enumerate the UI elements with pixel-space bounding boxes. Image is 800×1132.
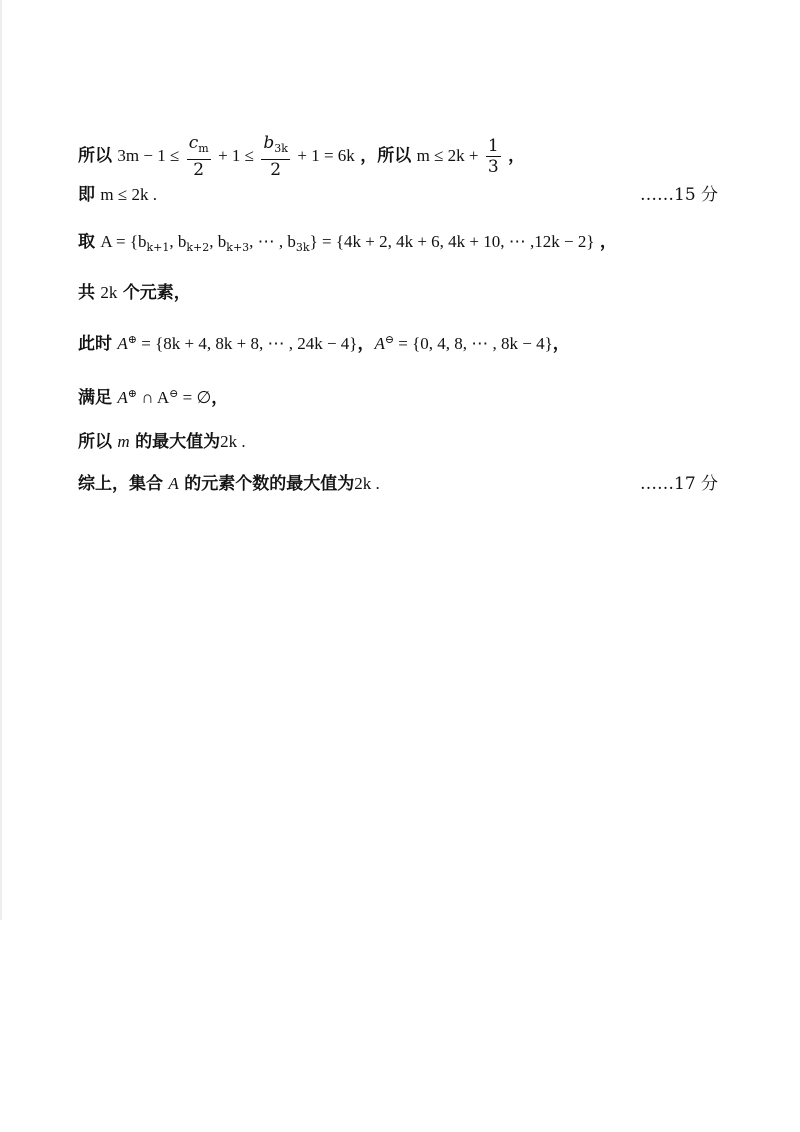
math: 2k bbox=[100, 283, 118, 302]
subscript: k+3 bbox=[226, 241, 250, 254]
subscript: k+2 bbox=[186, 241, 210, 254]
text: 满足 bbox=[78, 388, 112, 408]
solution-line-2 bbox=[78, 184, 157, 206]
text: 综上，集合 bbox=[78, 474, 163, 494]
text: 的元素个数的最大值为 bbox=[184, 474, 355, 494]
fraction-one-third bbox=[486, 136, 501, 177]
text: 即 bbox=[78, 185, 95, 205]
solution-line-6 bbox=[78, 383, 228, 409]
subscript: 3k bbox=[295, 241, 310, 254]
math: c bbox=[188, 133, 199, 153]
math: = ∅ bbox=[178, 388, 212, 407]
solution-line-5 bbox=[78, 329, 570, 355]
math: ∩ A bbox=[137, 388, 170, 407]
denominator: 2 bbox=[193, 160, 205, 180]
math: = {8k + 4, 8k + 8, ⋯ , 24k − 4} bbox=[137, 334, 358, 353]
math: A = {b bbox=[100, 232, 147, 251]
text: ， bbox=[211, 388, 229, 408]
fraction-cm-over-2 bbox=[187, 133, 211, 180]
math: 2k . bbox=[220, 432, 246, 451]
text: 个元素， bbox=[122, 283, 191, 303]
math: 3m − 1 ≤ bbox=[117, 146, 180, 165]
text: 此时 bbox=[78, 334, 112, 354]
fraction-b3k-over-2 bbox=[261, 133, 290, 180]
math: b bbox=[263, 133, 275, 153]
math: A bbox=[117, 388, 128, 407]
denominator: 3 bbox=[487, 157, 499, 177]
numerator: 1 bbox=[487, 136, 499, 156]
text: ，所以 bbox=[360, 146, 412, 166]
page-edge bbox=[0, 0, 2, 920]
solution-line-7 bbox=[78, 431, 246, 453]
text: 共 bbox=[78, 283, 95, 303]
math: 2k . bbox=[354, 474, 380, 493]
math: , b bbox=[169, 232, 187, 251]
denominator: 2 bbox=[270, 160, 282, 180]
text: ， bbox=[552, 334, 570, 354]
text: 取 bbox=[78, 232, 95, 252]
math: } = {4k + 2, 4k + 6, 4k + 10, ⋯ ,12k − 2} bbox=[309, 232, 595, 251]
subscript: k+1 bbox=[146, 241, 170, 254]
math: + 1 ≤ bbox=[218, 146, 254, 165]
text: ， bbox=[357, 334, 375, 354]
score-15: ……15 分 bbox=[640, 185, 719, 205]
solution-line-3 bbox=[78, 231, 617, 259]
superscript: ⊕ bbox=[127, 333, 138, 346]
solution-line-1 bbox=[78, 133, 525, 180]
math: m ≤ 2k . bbox=[100, 185, 157, 204]
math: A bbox=[117, 334, 128, 353]
text: ， bbox=[508, 146, 526, 166]
text: ， bbox=[599, 232, 617, 252]
math: + 1 = 6k bbox=[297, 146, 355, 165]
solution-line-8 bbox=[78, 473, 380, 495]
math: , b bbox=[209, 232, 227, 251]
math: = {0, 4, 8, ⋯ , 8k − 4} bbox=[394, 334, 553, 353]
math: A bbox=[168, 474, 179, 493]
text: 的最大值为 bbox=[135, 432, 221, 452]
math: m ≤ 2k + bbox=[416, 146, 479, 165]
text: 所以 bbox=[78, 432, 112, 452]
subscript: 3k bbox=[274, 142, 288, 155]
math: m bbox=[117, 432, 130, 451]
text: 所以 bbox=[78, 146, 112, 166]
subscript: m bbox=[198, 142, 209, 155]
math: , ⋯ , b bbox=[249, 232, 296, 251]
math: A bbox=[374, 334, 385, 353]
score-17: ……17 分 bbox=[640, 474, 719, 494]
solution-line-4 bbox=[78, 282, 191, 304]
superscript: ⊕ bbox=[127, 387, 138, 400]
superscript: ⊖ bbox=[169, 387, 179, 400]
superscript: ⊖ bbox=[384, 333, 395, 346]
